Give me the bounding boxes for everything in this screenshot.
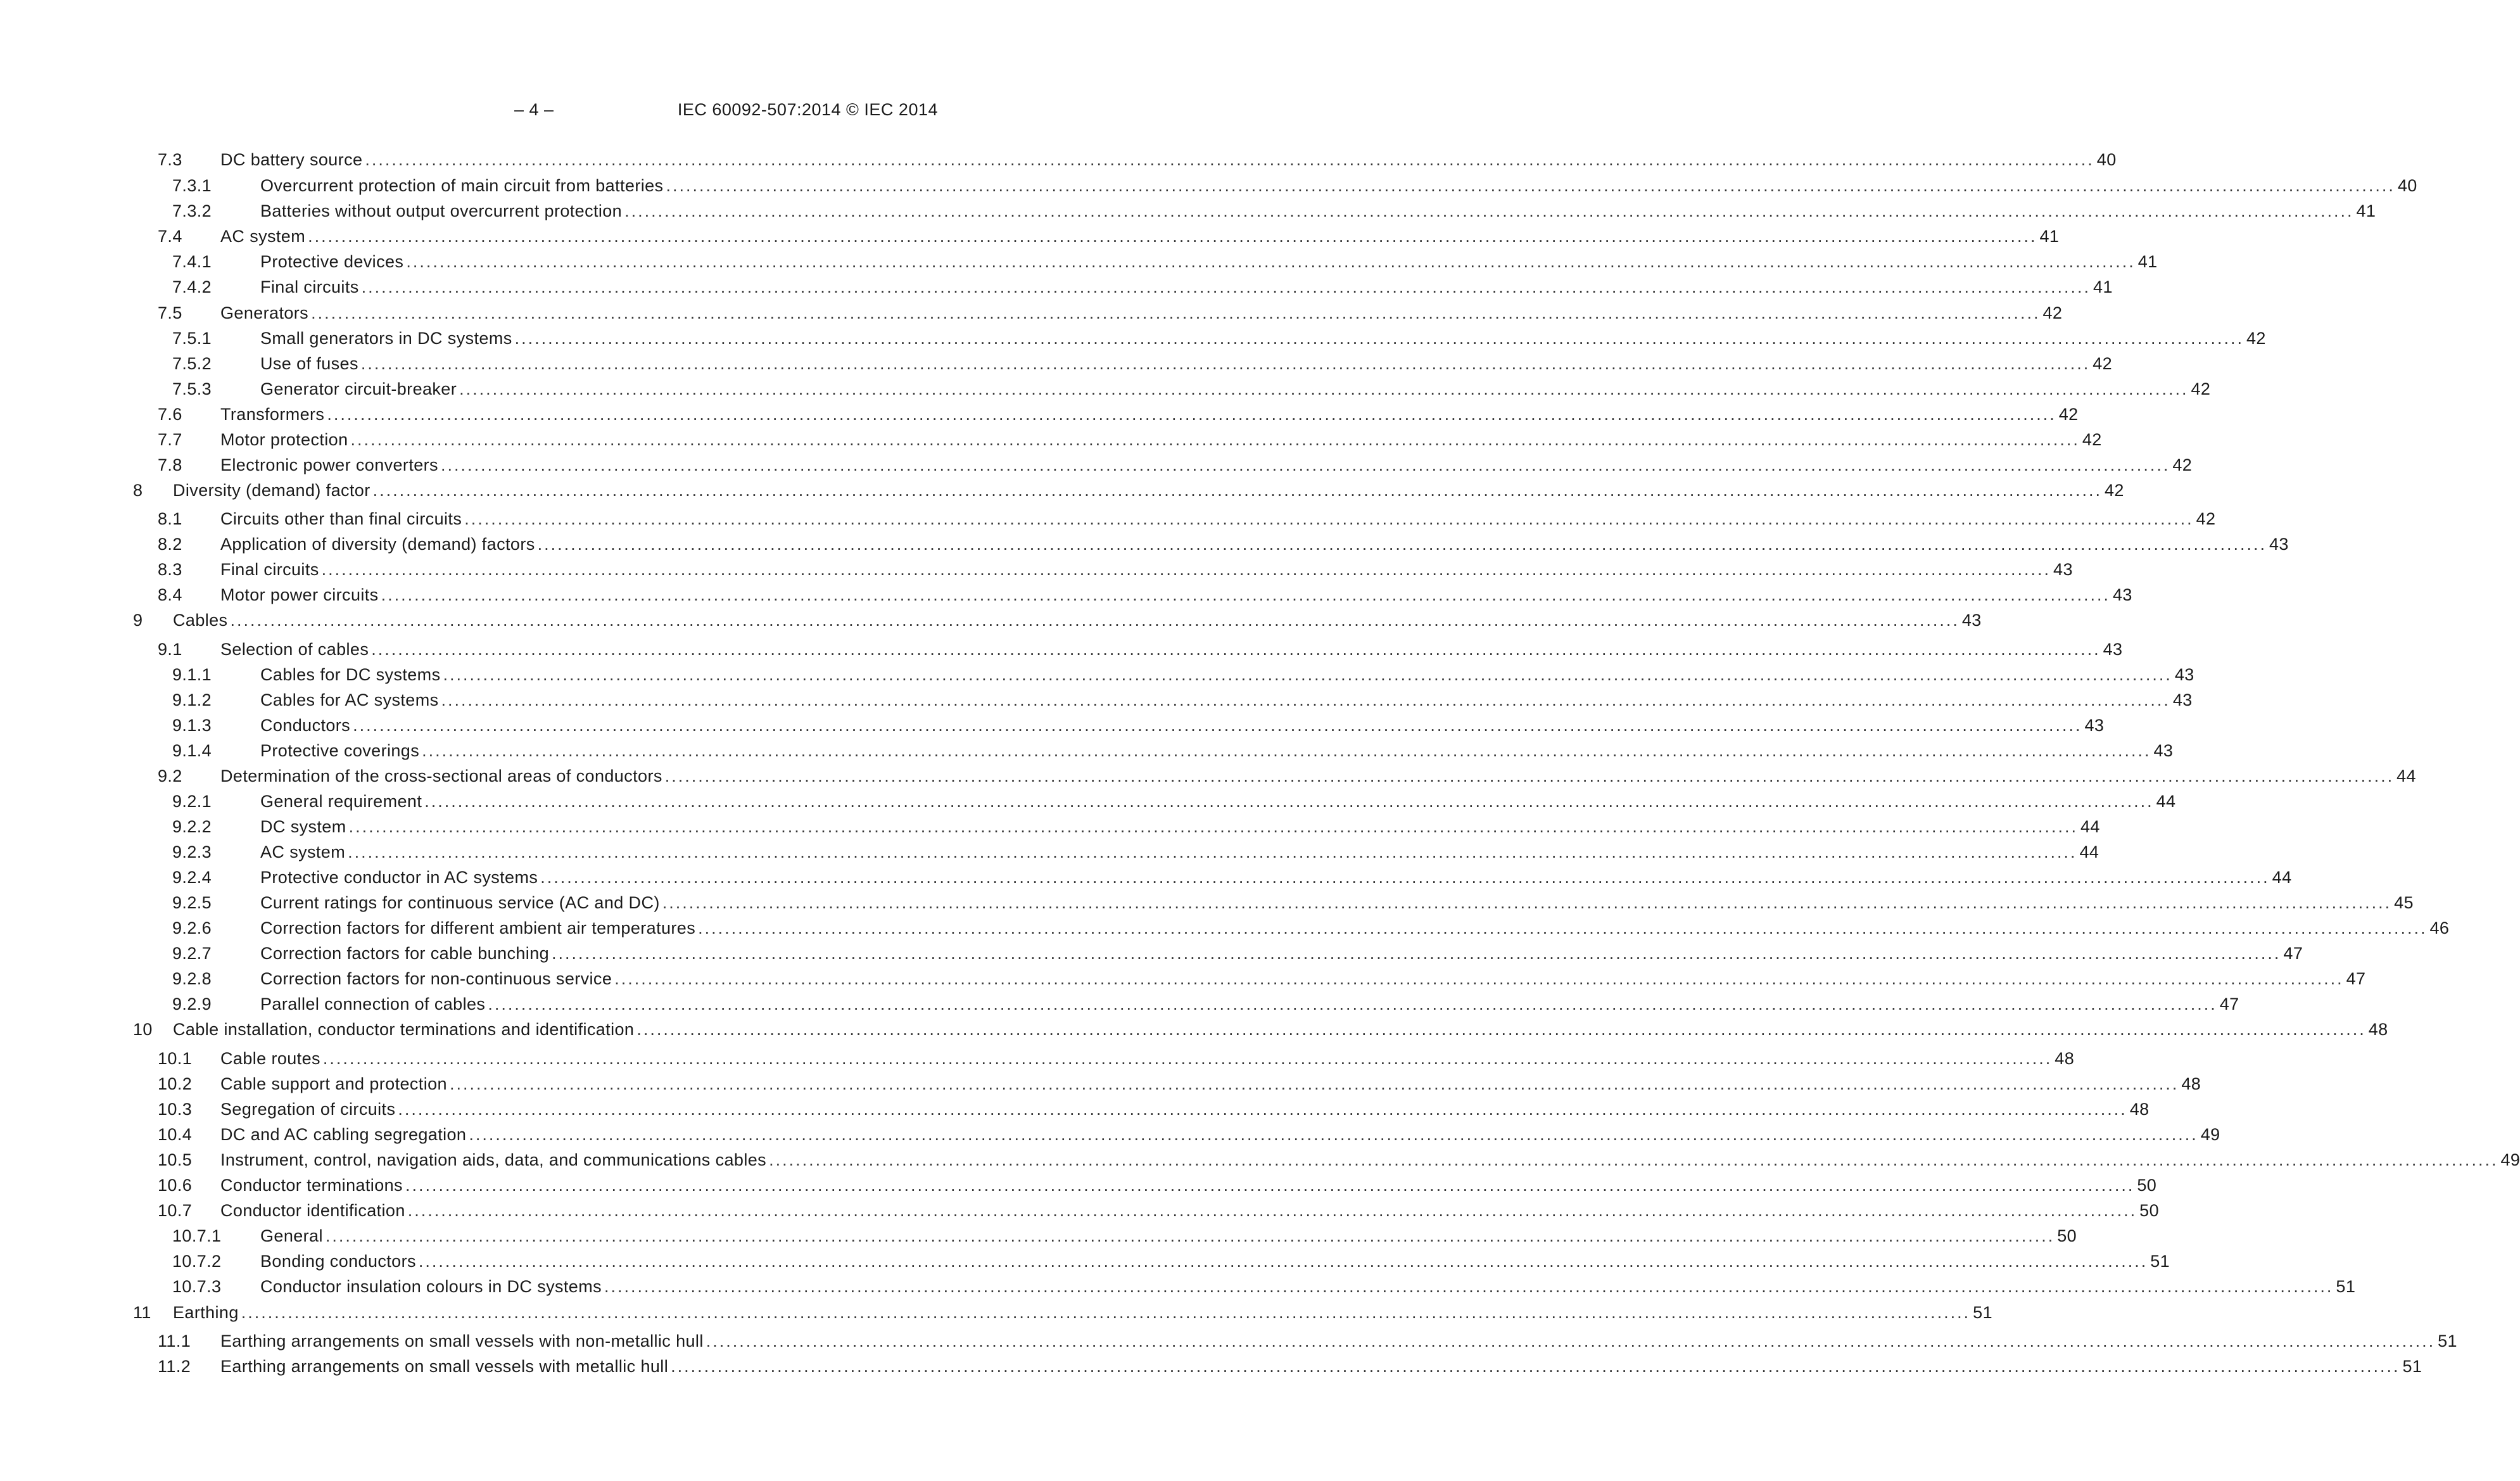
toc-entry-number: 9.2.9	[172, 995, 212, 1014]
toc-entry[interactable]	[0, 302, 2063, 324]
toc-entry-line	[173, 609, 1982, 631]
toc-entry[interactable]	[0, 1250, 2170, 1272]
toc-entry-line	[220, 404, 2079, 425]
dot-leader: ....................................................................................................................................................................................................................................................................	[636, 1020, 2366, 1039]
toc-entry-page: 50	[2139, 1201, 2160, 1220]
toc-entry-title: Earthing arrangements on small vessels with metallic hull	[220, 1356, 671, 1377]
toc-entry-title: Use of fuses	[260, 353, 361, 374]
toc-entry-page: 49	[2200, 1125, 2220, 1144]
toc-entry-title: Cables for DC systems	[260, 664, 443, 685]
toc-entry[interactable]	[0, 276, 2113, 298]
toc-entry-page: 43	[2174, 665, 2194, 684]
dot-leader: ....................................................................................................................................................................................................................................................................	[664, 766, 2395, 785]
toc-entry-number: 11.1	[158, 1332, 191, 1351]
toc-entry-line	[220, 1149, 2520, 1171]
toc-entry-line	[173, 1302, 1992, 1323]
toc-entry-line	[260, 791, 2176, 812]
toc-entry[interactable]	[0, 993, 2239, 1015]
toc-entry[interactable]	[0, 559, 2073, 580]
toc-entry[interactable]	[0, 404, 2079, 425]
toc-entry-number: 11.2	[158, 1357, 191, 1376]
toc-entry-title: Conductor insulation colours in DC systems	[260, 1276, 604, 1297]
toc-entry-title: Final circuits	[260, 276, 362, 298]
toc-entry-title: AC system	[260, 841, 348, 863]
toc-entry-page: 44	[2397, 766, 2416, 785]
toc-entry-line	[220, 1330, 2457, 1352]
dot-leader: ....................................................................................................................................................................................................................................................................	[322, 1049, 2053, 1068]
toc-entry-line	[260, 841, 2099, 863]
dot-leader: ....................................................................................................................................................................................................................................................................	[449, 1074, 2179, 1093]
toc-entry-line	[173, 1019, 2388, 1040]
toc-entry[interactable]	[0, 1124, 2220, 1145]
toc-entry-number: 7.8	[158, 455, 182, 474]
toc-entry-line	[260, 327, 2266, 349]
dot-leader: ....................................................................................................................................................................................................................................................................	[230, 611, 1960, 630]
toc-entry-line	[260, 664, 2194, 685]
dot-leader: ....................................................................................................................................................................................................................................................................	[348, 842, 2077, 861]
dot-leader: ....................................................................................................................................................................................................................................................................	[459, 379, 2189, 398]
toc-entry[interactable]	[0, 1048, 2075, 1069]
toc-entry-title: Earthing arrangements on small vessels with non-metallic hull	[220, 1330, 706, 1352]
dot-leader: ....................................................................................................................................................................................................................................................................	[662, 893, 2392, 912]
toc-entry-line	[220, 559, 2073, 580]
toc-entry-page: 42	[2172, 455, 2193, 474]
toc-entry[interactable]	[0, 1356, 2422, 1377]
toc-entry-line	[220, 765, 2416, 787]
dot-leader: ....................................................................................................................................................................................................................................................................	[469, 1125, 2198, 1144]
toc-entry-page: 43	[2084, 716, 2105, 735]
toc-entry-page: 41	[2137, 252, 2158, 271]
toc-entry-title: Correction factors for non-continuous service	[260, 968, 614, 989]
toc-entry-number: 10.1	[158, 1049, 193, 1068]
dot-leader: ....................................................................................................................................................................................................................................................................	[440, 455, 2170, 474]
dot-leader: ....................................................................................................................................................................................................................................................................	[398, 1100, 2127, 1119]
standard-reference: IEC 60092-507:2014 © IEC 2014	[677, 100, 938, 119]
toc-entry-line	[260, 740, 2174, 761]
toc-entry-line	[220, 149, 2117, 170]
dot-leader: ....................................................................................................................................................................................................................................................................	[365, 150, 2094, 169]
toc-entry-line	[260, 276, 2113, 298]
toc-entry[interactable]	[0, 740, 2174, 761]
toc-entry-number: 10.7.1	[172, 1226, 222, 1245]
toc-entry-title: DC battery source	[220, 149, 365, 170]
toc-entry-title: Cable support and protection	[220, 1073, 450, 1095]
toc-entry-line	[260, 1225, 2077, 1247]
toc-entry-page: 47	[2283, 944, 2303, 963]
toc-entry-title: Application of diversity (demand) factors	[220, 533, 538, 555]
toc-entry-title: Selection of cables	[220, 639, 371, 660]
toc-entry[interactable]	[0, 791, 2176, 812]
toc-entry-page: 43	[2103, 640, 2123, 659]
dot-leader: ....................................................................................................................................................................................................................................................................	[353, 716, 2082, 735]
toc-entry-title: Determination of the cross-sectional areas of conductors	[220, 765, 665, 787]
toc-entry-title: Overcurrent protection of main circuit from batteries	[260, 175, 666, 196]
toc-entry[interactable]	[0, 200, 2376, 222]
dot-leader: ....................................................................................................................................................................................................................................................................	[371, 640, 2101, 659]
toc-entry-number: 9.2	[158, 766, 182, 785]
toc-entry[interactable]	[0, 1225, 2077, 1247]
toc-entry-number: 10.7.3	[172, 1277, 222, 1296]
toc-entry-line	[260, 200, 2376, 222]
toc-entry-number: 9.2.8	[172, 969, 212, 988]
dot-leader: ....................................................................................................................................................................................................................................................................	[241, 1303, 1971, 1322]
toc-entry-number: 8.4	[158, 585, 182, 604]
toc-entry[interactable]	[0, 639, 2123, 660]
toc-entry[interactable]	[0, 149, 2117, 170]
toc-entry[interactable]	[0, 327, 2266, 349]
toc-entry-line	[220, 639, 2123, 660]
toc-entry[interactable]	[0, 917, 2450, 939]
toc-entry-page: 44	[2156, 792, 2176, 811]
toc-entry-title: Cables	[173, 609, 230, 631]
toc-entry-page: 51	[2150, 1252, 2170, 1271]
toc-entry-title: Parallel connection of cables	[260, 993, 488, 1015]
toc-entry-line	[260, 689, 2193, 711]
toc-entry-number: 11	[133, 1303, 151, 1322]
toc-entry-line	[260, 251, 2158, 272]
dot-leader: ....................................................................................................................................................................................................................................................................	[407, 1201, 2137, 1220]
toc-entry-line	[260, 867, 2292, 888]
toc-entry[interactable]	[0, 715, 2105, 736]
toc-entry-title: Cables for AC systems	[260, 689, 441, 711]
toc-entry-number: 8.3	[158, 560, 182, 579]
toc-entry-number: 9.1.4	[172, 741, 212, 760]
toc-entry-page: 44	[2079, 842, 2099, 861]
toc-entry-line	[220, 533, 2289, 555]
dot-leader: ....................................................................................................................................................................................................................................................................	[418, 1252, 2148, 1271]
toc-entry-page: 48	[2129, 1100, 2150, 1119]
toc-entry-line	[260, 378, 2211, 400]
toc-entry-title: Earthing	[173, 1302, 241, 1323]
toc-entry[interactable]	[0, 1174, 2157, 1196]
dot-leader: ....................................................................................................................................................................................................................................................................	[614, 969, 2344, 988]
toc-entry-line	[260, 1276, 2356, 1297]
toc-entry-number: 8	[133, 481, 143, 500]
dot-leader: ....................................................................................................................................................................................................................................................................	[464, 509, 2194, 528]
toc-entry-title: Instrument, control, navigation aids, data, and communications cables	[220, 1149, 769, 1171]
toc-entry-line	[260, 892, 2414, 913]
page-header	[0, 100, 1047, 122]
toc-entry[interactable]	[0, 943, 2303, 964]
toc-entry-title: DC system	[260, 816, 349, 837]
toc-entry-line	[220, 226, 2060, 247]
dot-leader: ....................................................................................................................................................................................................................................................................	[348, 817, 2078, 836]
toc-entry-page: 44	[2272, 868, 2292, 887]
toc-entry-number: 7.5.2	[172, 354, 212, 373]
toc-entry-page: 42	[2082, 430, 2102, 449]
toc-entry-page: 42	[2246, 329, 2266, 348]
toc-entry-page: 40	[2096, 150, 2117, 169]
dot-leader: ....................................................................................................................................................................................................................................................................	[552, 944, 2281, 963]
toc-entry-number: 8.1	[158, 509, 182, 528]
toc-entry-number: 10.2	[158, 1074, 193, 1093]
dot-leader: ....................................................................................................................................................................................................................................................................	[604, 1277, 2334, 1296]
toc-entry-title: Batteries without output overcurrent protection	[260, 200, 624, 222]
toc-entry-page: 51	[1973, 1303, 1992, 1322]
toc-entry[interactable]	[0, 508, 2216, 530]
toc-entry-number: 7.3.2	[172, 201, 212, 220]
toc-entry[interactable]	[0, 454, 2193, 476]
toc-entry[interactable]	[0, 689, 2193, 711]
toc-entry-page: 40	[2397, 176, 2417, 195]
toc-entry-title: Motor power circuits	[220, 584, 381, 606]
toc-entry-number: 9.2.2	[172, 817, 212, 836]
dot-leader: ....................................................................................................................................................................................................................................................................	[325, 1226, 2055, 1245]
toc-entry-title: Motor protection	[220, 429, 351, 450]
toc-entry[interactable]	[0, 968, 2366, 989]
toc-entry-title: Conductor identification	[220, 1200, 408, 1221]
toc-entry-line	[220, 302, 2063, 324]
toc-entry-number: 7.4.2	[172, 277, 212, 296]
toc-entry-line	[260, 816, 2100, 837]
toc-entry-page: 43	[2172, 690, 2193, 709]
toc-entry[interactable]	[0, 429, 2102, 450]
dot-leader: ....................................................................................................................................................................................................................................................................	[441, 690, 2170, 709]
dot-leader: ....................................................................................................................................................................................................................................................................	[321, 560, 2051, 579]
toc-entry-title: Generator circuit-breaker	[260, 378, 459, 400]
toc-entry[interactable]	[0, 1073, 2201, 1095]
toc-entry-number: 7.4.1	[172, 252, 212, 271]
toc-entry-title: Electronic power converters	[220, 454, 441, 476]
toc-entry-line	[260, 175, 2417, 196]
toc-entry-number: 7.5.1	[172, 329, 212, 348]
toc-entry-line	[220, 1356, 2422, 1377]
dot-leader: ....................................................................................................................................................................................................................................................................	[671, 1357, 2400, 1376]
dot-leader: ....................................................................................................................................................................................................................................................................	[514, 329, 2245, 348]
toc-entry-page: 42	[2196, 509, 2216, 528]
toc-entry-page: 43	[2053, 560, 2073, 579]
toc-entry-number: 9.2.7	[172, 944, 212, 963]
toc-entry-line	[260, 968, 2366, 989]
toc-entry-page: 48	[2181, 1074, 2201, 1093]
toc-entry-line	[220, 429, 2102, 450]
toc-entry-page: 47	[2346, 969, 2366, 988]
toc-entry-title: Generators	[220, 302, 311, 324]
toc-entry-title: Small generators in DC systems	[260, 327, 515, 349]
dot-leader: ....................................................................................................................................................................................................................................................................	[540, 868, 2270, 887]
toc-entry-line	[220, 1174, 2157, 1196]
dot-leader: ....................................................................................................................................................................................................................................................................	[372, 481, 2102, 500]
toc-entry[interactable]	[0, 175, 2417, 196]
toc-entry-number: 10.5	[158, 1150, 193, 1169]
toc-entry[interactable]	[0, 584, 2132, 606]
toc-entry-page: 42	[2104, 481, 2124, 500]
toc-entry-number: 7.4	[158, 227, 182, 246]
toc-entry-page: 42	[2058, 405, 2079, 424]
toc-entry-page: 48	[2055, 1049, 2075, 1068]
dot-leader: ....................................................................................................................................................................................................................................................................	[327, 405, 2056, 424]
toc-entry-title: Conductor terminations	[220, 1174, 405, 1196]
toc-entry-line	[220, 584, 2132, 606]
toc-entry[interactable]	[0, 251, 2158, 272]
dot-leader: ....................................................................................................................................................................................................................................................................	[698, 918, 2428, 938]
toc-entry-page: 48	[2368, 1020, 2388, 1039]
page-number: – 4 –	[514, 100, 554, 119]
toc-entry[interactable]	[0, 867, 2292, 888]
toc-entry-page: 44	[2080, 817, 2100, 836]
toc-entry-number: 10.7	[158, 1201, 193, 1220]
toc-entry-number: 7.3	[158, 150, 182, 169]
toc-entry-page: 43	[2112, 585, 2132, 604]
toc-entry-line	[260, 917, 2450, 939]
toc-entry-line	[220, 1073, 2201, 1095]
toc-entry-page: 47	[2219, 995, 2239, 1014]
dot-leader: ....................................................................................................................................................................................................................................................................	[666, 176, 2395, 195]
toc-entry-title: Final circuits	[220, 559, 322, 580]
toc-entry-number: 7.5	[158, 303, 182, 322]
toc-entry-page: 45	[2394, 893, 2414, 912]
toc-entry[interactable]	[0, 1330, 2457, 1352]
toc-entry[interactable]	[0, 378, 2211, 400]
toc-entry-page: 42	[2191, 379, 2211, 398]
toc-entry-line	[220, 508, 2216, 530]
toc-entry-page: 41	[2093, 277, 2113, 296]
toc-entry-number: 9.2.3	[172, 842, 212, 861]
toc-entry-title: Protective coverings	[260, 740, 422, 761]
toc-entry-number: 7.3.1	[172, 176, 212, 195]
dot-leader: ....................................................................................................................................................................................................................................................................	[488, 995, 2217, 1014]
dot-leader: ....................................................................................................................................................................................................................................................................	[424, 792, 2154, 811]
toc-entry-page: 51	[2336, 1277, 2356, 1296]
toc-entry-line	[173, 480, 2124, 501]
dot-leader: ....................................................................................................................................................................................................................................................................	[624, 201, 2354, 220]
toc-entry-line	[260, 943, 2303, 964]
toc-entry-page: 43	[2153, 741, 2174, 760]
toc-entry[interactable]	[0, 1302, 1992, 1323]
toc-entry-number: 10.4	[158, 1125, 193, 1144]
toc-entry-title: Current ratings for continuous service (AC and DC)	[260, 892, 662, 913]
toc-entry[interactable]	[0, 533, 2289, 555]
toc-entry-number: 9.2.1	[172, 792, 212, 811]
toc-entry-title: Correction factors for cable bunching	[260, 943, 552, 964]
toc-entry[interactable]	[0, 664, 2194, 685]
toc-entry-number: 7.6	[158, 405, 182, 424]
toc-entry[interactable]	[0, 609, 1982, 631]
toc-entry-number: 8.2	[158, 535, 182, 554]
dot-leader: ....................................................................................................................................................................................................................................................................	[311, 303, 2041, 322]
toc-entry-number: 9.1	[158, 640, 182, 659]
toc-entry[interactable]	[0, 1149, 2520, 1171]
toc-entry-line	[260, 1250, 2170, 1272]
dot-leader: ....................................................................................................................................................................................................................................................................	[381, 585, 2110, 604]
toc-entry-number: 10.6	[158, 1176, 193, 1195]
dot-leader: ....................................................................................................................................................................................................................................................................	[350, 430, 2080, 449]
dot-leader: ....................................................................................................................................................................................................................................................................	[406, 252, 2136, 271]
toc-entry-line	[260, 715, 2105, 736]
toc-entry-title: Correction factors for different ambient air temperatures	[260, 917, 698, 939]
toc-entry-number: 9	[133, 611, 143, 630]
toc-entry-page: 50	[2057, 1226, 2077, 1245]
toc-entry-title: DC and AC cabling segregation	[220, 1124, 469, 1145]
toc-entry-page: 42	[2042, 303, 2063, 322]
toc-entry-title: Protective devices	[260, 251, 406, 272]
toc-entry-title: AC system	[220, 226, 308, 247]
toc-entry-page: 42	[2093, 354, 2113, 373]
toc-entry[interactable]	[0, 226, 2060, 247]
toc-entry-page: 41	[2039, 227, 2060, 246]
toc-entry-title: Segregation of circuits	[220, 1098, 398, 1120]
toc-entry-number: 7.5.3	[172, 379, 212, 398]
dot-leader: ....................................................................................................................................................................................................................................................................	[308, 227, 2037, 246]
toc-entry-title: General	[260, 1225, 326, 1247]
toc-entry-page: 46	[2429, 918, 2450, 938]
toc-entry-title: Cable installation, conductor terminations and identification	[173, 1019, 636, 1040]
toc-entry-number: 9.2.4	[172, 868, 212, 887]
toc-entry-line	[220, 1098, 2150, 1120]
toc-entry-page: 51	[2438, 1332, 2457, 1351]
toc-entry-title: General requirement	[260, 791, 424, 812]
toc-entry-page: 51	[2402, 1357, 2422, 1376]
toc-entry-page: 49	[2500, 1150, 2520, 1169]
toc-entry-line	[220, 1200, 2160, 1221]
toc-entry[interactable]	[0, 1098, 2150, 1120]
toc-entry[interactable]	[0, 1200, 2160, 1221]
toc-entry[interactable]	[0, 892, 2414, 913]
toc-entry-number: 10	[133, 1020, 153, 1039]
toc-entry[interactable]	[0, 1019, 2388, 1040]
toc-entry-line	[220, 454, 2193, 476]
toc-entry-page: 41	[2356, 201, 2376, 220]
toc-entry-line	[220, 1048, 2075, 1069]
toc-entry-number: 9.1.2	[172, 690, 212, 709]
toc-entry-page: 43	[1961, 611, 1982, 630]
dot-leader: ....................................................................................................................................................................................................................................................................	[769, 1150, 2498, 1169]
toc-entry[interactable]	[0, 1276, 2356, 1297]
toc-entry-number: 10.3	[158, 1100, 193, 1119]
toc-entry-number: 7.7	[158, 430, 182, 449]
toc-entry[interactable]	[0, 480, 2124, 501]
dot-leader: ....................................................................................................................................................................................................................................................................	[361, 277, 2091, 296]
toc-entry-number: 9.1.1	[172, 665, 212, 684]
toc-entry-title: Cable routes	[220, 1048, 323, 1069]
toc-entry[interactable]	[0, 353, 2113, 374]
toc-entry-page: 50	[2137, 1176, 2157, 1195]
dot-leader: ....................................................................................................................................................................................................................................................................	[443, 665, 2172, 684]
toc-entry-title: Diversity (demand) factor	[173, 480, 373, 501]
toc-entry-title: Conductors	[260, 715, 353, 736]
toc-entry-line	[220, 1124, 2220, 1145]
toc-entry-number: 9.2.6	[172, 918, 212, 938]
toc-entry-line	[260, 353, 2113, 374]
toc-entry[interactable]	[0, 765, 2416, 787]
toc-entry-line	[260, 993, 2239, 1015]
dot-leader: ....................................................................................................................................................................................................................................................................	[360, 354, 2091, 373]
toc-entry-title: Transformers	[220, 404, 327, 425]
toc-entry-title: Circuits other than final circuits	[220, 508, 464, 530]
dot-leader: ....................................................................................................................................................................................................................................................................	[422, 741, 2151, 760]
dot-leader: ....................................................................................................................................................................................................................................................................	[405, 1176, 2135, 1195]
toc-entry-page: 43	[2269, 535, 2289, 554]
toc-entry-number: 9.2.5	[172, 893, 212, 912]
toc-entry-number: 9.1.3	[172, 716, 212, 735]
dot-leader: ....................................................................................................................................................................................................................................................................	[537, 535, 2267, 554]
dot-leader: ....................................................................................................................................................................................................................................................................	[706, 1332, 2436, 1351]
toc-entry-title: Bonding conductors	[260, 1250, 419, 1272]
toc-entry-number: 10.7.2	[172, 1252, 222, 1271]
toc-entry-title: Protective conductor in AC systems	[260, 867, 540, 888]
toc-entry[interactable]	[0, 841, 2099, 863]
toc-entry[interactable]	[0, 816, 2100, 837]
